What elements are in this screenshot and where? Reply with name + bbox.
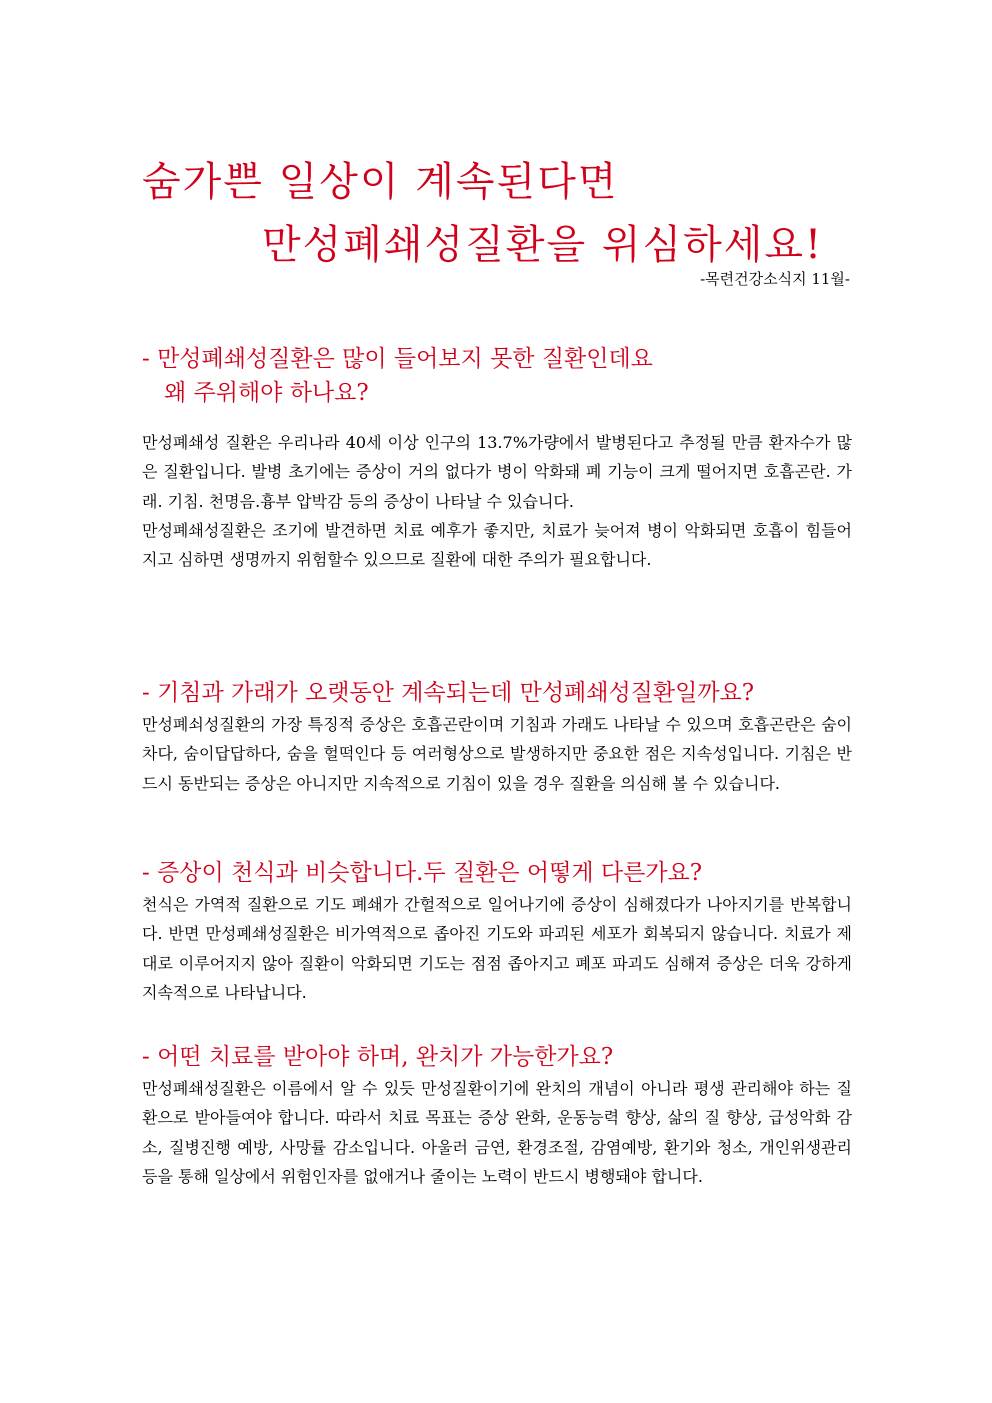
source-note: -목련건강소식지 11월-	[700, 270, 850, 288]
section-heading: - 어떤 치료를 받아야 하며, 완치가 가능한가요?	[142, 1044, 614, 1070]
title-line-2: 만성폐쇄성질환을 위심하세요!	[262, 222, 824, 268]
section-paragraph: 만성폐쇄성 질환은 우리나라 40세 이상 인구의 13.7%가량에서 발병된다고 추정될 만큼 환자수가 많은 질환입니다. 발병 초기에는 증상이 거의 없다가 병이 악화돼 폐 기능이 크게 떨어지면 호흡곤란. 가래. 기침. 천명음.흉부 압박감 등의 증상이 나타날 수 있습니다.	[142, 433, 852, 511]
section-paragraph: 천식은 가역적 질환으로 기도 폐쇄가 간헐적으로 일어나기에 증상이 심해졌다가 나아지기를 반복합니다. 반면 만성폐쇄성질환은 비가역적으로 좁아진 기도와 파괴된 세포가 회복되지 않습니다. 치료가 제대로 이루어지지 않아 질환이 악화되면 기도는 점점 좁아지고 폐포 파괴도 심해져 증상은 더욱 강하게 지속적으로 나타납니다.	[142, 895, 852, 1002]
section-treatment	[142, 1040, 852, 1191]
section-heading: - 증상이 천식과 비슷합니다.두 질환은 어떻게 다른가요?	[142, 860, 703, 886]
section-heading: - 기침과 가래가 오랫동안 계속되는데 만성폐쇄성질환일까요?	[142, 680, 755, 706]
section-heading: - 만성폐쇄성질환은 많이 들어보지 못한 질환인데요	[142, 346, 653, 372]
title-line-1: 숨가쁜 일상이 계속된다면	[142, 159, 619, 205]
section-why-care	[142, 342, 852, 574]
section-paragraph: 만성폐쇠성질환의 가장 특징적 증상은 호흡곤란이며 기침과 가래도 나타날 수 있으며 호흡곤란은 숨이차다, 숨이답답하다, 숨을 헐떡인다 등 여러형상으로 발생하지만 중요한 점은 지속성입니다. 기침은 반드시 동반되는 증상은 아니지만 지속적으로 기침이 있을 경우 질환을 의심해 볼 수 있습니다.	[142, 715, 852, 793]
section-cough-phlegm	[142, 676, 852, 798]
section-asthma-difference	[142, 856, 852, 1007]
section-paragraph: 만성폐쇄성질환은 조기에 발견하면 치료 예후가 좋지만, 치료가 늦어져 병이 악화되면 호흡이 힘들어지고 심하면 생명까지 위험할수 있으므로 질환에 대한 주의가 필요합니다.	[142, 520, 852, 570]
section-heading-continued: 왜 주위해야 하나요?	[164, 380, 369, 406]
section-paragraph: 만성폐쇄성질환은 이름에서 알 수 있듯 만성질환이기에 완치의 개념이 아니라 평생 관리해야 하는 질환으로 받아들여야 합니다. 따라서 치료 목표는 증상 완화, 운동능력 향상, 삶의 질 향상, 급성악화 감소, 질병진행 예방, 사망률 감소입니다. 아울러 금연, 환경조절, 감염예방, 환기와 청소, 개인위생관리 등을 통해 일상에서 위험인자를 없애거나 줄이는 노력이 반드시 병행돼야 합니다.	[142, 1079, 852, 1186]
